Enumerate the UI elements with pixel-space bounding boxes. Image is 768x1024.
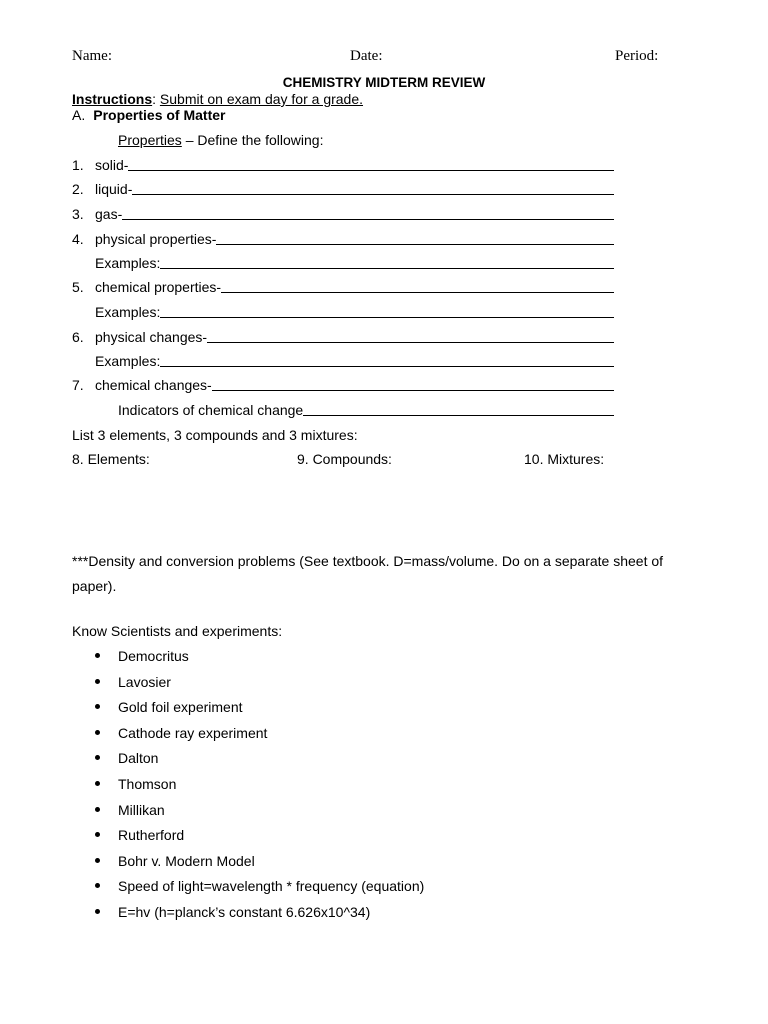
examples-row [95, 349, 614, 369]
scientists-heading: Know Scientists and experiments: [72, 623, 283, 639]
instructions-text: Submit on exam day for a grade. [159, 91, 364, 107]
section-letter: A. [72, 107, 86, 123]
list-item-text: Lavosier [118, 673, 171, 690]
question-number: 4. [72, 231, 84, 247]
question-label: physical changes- [95, 329, 208, 345]
answer-blank[interactable] [160, 365, 614, 367]
question-label: liquid- [95, 181, 133, 197]
examples-label: Examples: [95, 255, 161, 271]
list-item [72, 904, 424, 930]
examples-row [95, 251, 614, 271]
instructions-colon: : [152, 91, 160, 107]
list-item [72, 674, 424, 700]
list-item [72, 827, 424, 853]
list-item [72, 648, 424, 674]
properties-instruction [118, 132, 323, 148]
question-row-solid [72, 153, 614, 173]
date-field-label: Date: [350, 48, 383, 64]
answer-blank[interactable] [221, 291, 614, 293]
list-item-text: Dalton [118, 750, 159, 767]
indicators-row [118, 398, 614, 418]
list-item [72, 699, 424, 725]
list-item [72, 725, 424, 751]
bullet-icon [95, 858, 100, 863]
list-item-text: Thomson [118, 775, 177, 792]
section-a-header [72, 107, 225, 123]
bullet-icon [95, 730, 100, 735]
list-item-text: Rutherford [118, 827, 185, 844]
instructions [72, 91, 363, 107]
question-label: chemical changes- [95, 377, 212, 393]
bullet-icon [95, 679, 100, 684]
answer-blank[interactable] [160, 316, 614, 318]
question-number: 3. [72, 206, 84, 222]
list-item [72, 853, 424, 879]
name-field-label: Name: [72, 48, 112, 64]
section-heading: Properties of Matter [93, 107, 226, 123]
question-label: solid- [95, 157, 129, 173]
question-row-chemical-properties [72, 275, 614, 295]
question-row-physical-properties [72, 227, 614, 247]
properties-instruction-text: – Define the following: [181, 132, 324, 148]
answer-blank[interactable] [207, 341, 614, 343]
compounds-label: 9. Compounds: [297, 451, 392, 467]
bullet-icon [95, 883, 100, 888]
examples-label: Examples: [95, 353, 161, 369]
instructions-label: Instructions [72, 91, 153, 107]
density-note: ***Density and conversion problems (See textbook. D=mass/volume. Do on a separate sheet of paper). [72, 553, 664, 594]
list-item-text: Cathode ray experiment [118, 724, 268, 741]
indicators-label: Indicators of chemical change [118, 402, 304, 418]
list-item-text: Millikan [118, 801, 165, 818]
list-instruction: List 3 elements, 3 compounds and 3 mixtures: [72, 427, 358, 443]
period-field-label: Period: [615, 48, 659, 64]
question-number: 2. [72, 181, 84, 197]
answer-blank[interactable] [128, 169, 614, 171]
bullet-icon [95, 704, 100, 709]
bullet-icon [95, 755, 100, 760]
list-item-text: Speed of light=wavelength * frequency (equation) [118, 878, 425, 895]
bullet-icon [95, 653, 100, 658]
answer-blank[interactable] [216, 243, 614, 245]
bullet-icon [95, 832, 100, 837]
examples-label: Examples: [95, 304, 161, 320]
bullet-icon [95, 807, 100, 812]
list-item-text: Gold foil experiment [118, 699, 243, 716]
question-number: 1. [72, 157, 84, 173]
scientists-list [72, 648, 424, 930]
question-label: gas- [95, 206, 123, 222]
question-row-physical-changes [72, 325, 614, 345]
question-number: 5. [72, 279, 84, 295]
answer-blank[interactable] [212, 389, 614, 391]
bullet-icon [95, 909, 100, 914]
properties-word: Properties [118, 132, 182, 148]
question-number: 7. [72, 377, 84, 393]
list-item [72, 750, 424, 776]
elements-label: 8. Elements: [72, 451, 150, 467]
list-item [72, 776, 424, 802]
question-label: chemical properties- [95, 279, 222, 295]
page-title: CHEMISTRY MIDTERM REVIEW [282, 75, 486, 90]
list-item-text: E=hv (h=planck’s constant 6.626x10^34) [118, 903, 371, 920]
answer-blank[interactable] [160, 267, 614, 269]
examples-row [95, 300, 614, 320]
bullet-icon [95, 781, 100, 786]
question-row-liquid [72, 177, 614, 197]
list-item [72, 878, 424, 904]
answer-blank[interactable] [122, 218, 614, 220]
question-row-chemical-changes [72, 373, 614, 393]
question-label: physical properties- [95, 231, 217, 247]
list-item-text: Democritus [118, 648, 189, 664]
question-row-gas [72, 202, 614, 222]
question-number: 6. [72, 329, 84, 345]
mixtures-label: 10. Mixtures: [524, 451, 605, 467]
list-item [72, 802, 424, 828]
answer-blank[interactable] [132, 193, 614, 195]
list-item-text: Bohr v. Modern Model [118, 852, 255, 869]
answer-blank[interactable] [303, 414, 614, 416]
